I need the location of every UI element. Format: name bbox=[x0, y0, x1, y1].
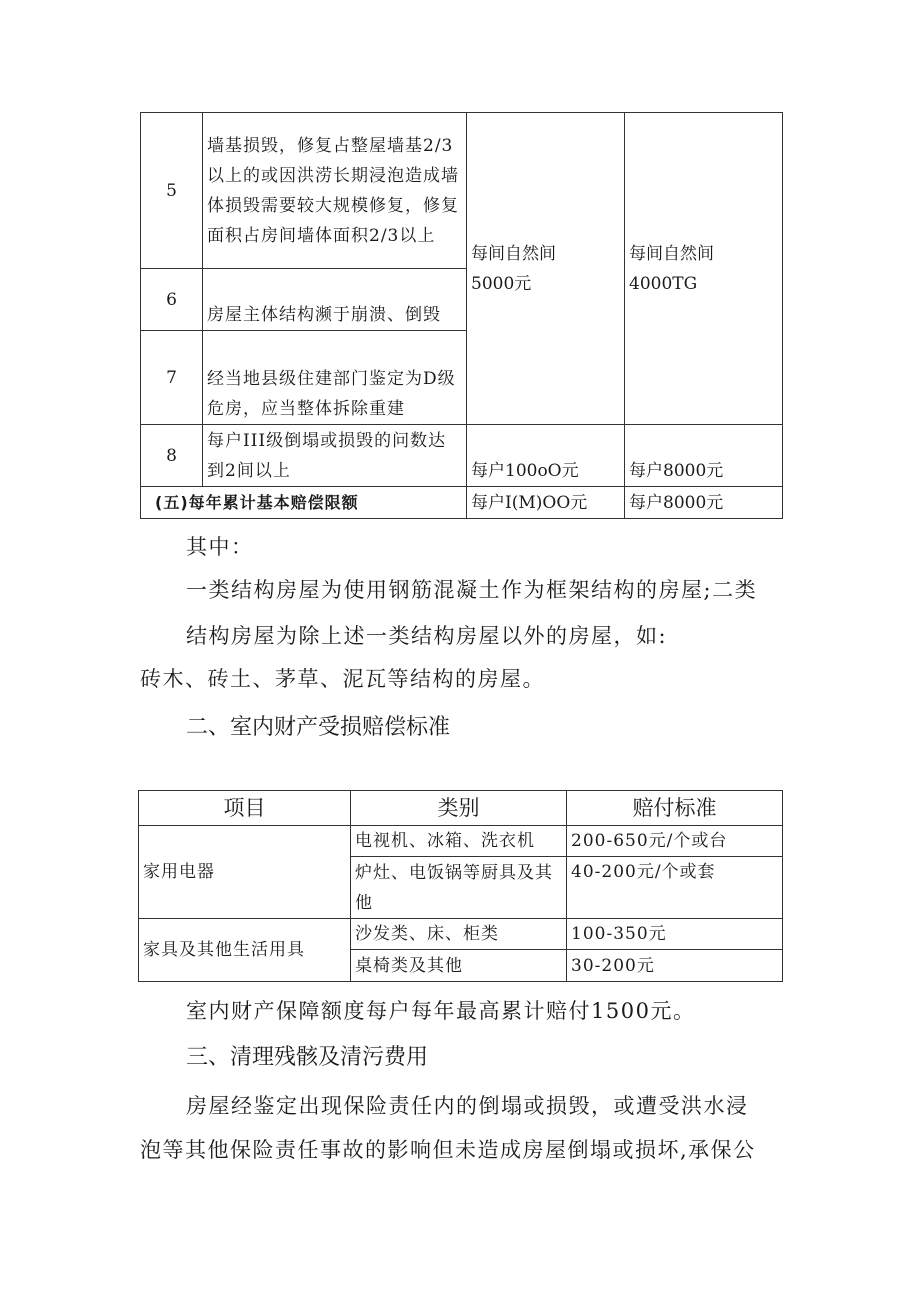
annual-limit-class1: 每户I(M)OO元 bbox=[467, 487, 625, 519]
row-number: 8 bbox=[141, 425, 203, 487]
section3-line: 房屋经鉴定出现保险责任内的倒塌或损毁，或遭受洪水浸 bbox=[186, 1094, 749, 1118]
category-cell: 电视机、冰箱、洗衣机 bbox=[351, 826, 567, 857]
amount-class1-merged bbox=[467, 113, 625, 425]
group-furniture: 家具及其他生活用具 bbox=[139, 919, 351, 982]
amount-class2-merged bbox=[625, 113, 783, 425]
table-row bbox=[139, 919, 783, 950]
table-row bbox=[141, 425, 783, 487]
header-standard: 赔付标准 bbox=[567, 791, 783, 826]
amount-line: 每间自然间 bbox=[471, 243, 556, 264]
section3-heading: 三、清理残骸及清污费用 bbox=[186, 1045, 429, 1070]
section2-heading: 二、室内财产受损赔偿标准 bbox=[186, 715, 451, 740]
amount-line: 4000TG bbox=[629, 273, 698, 294]
amount-class2: 每户8000元 bbox=[625, 425, 783, 487]
row-number: 7 bbox=[141, 331, 203, 425]
note-intro: 其中： bbox=[186, 535, 254, 559]
damage-description: 每户III级倒塌或损毁的问数达到2间以上 bbox=[203, 425, 467, 487]
note-line: 结构房屋为除上述一类结构房屋以外的房屋，如: bbox=[186, 624, 668, 648]
annual-limit-class2: 每户8000元 bbox=[625, 487, 783, 519]
row-number: 6 bbox=[141, 269, 203, 331]
table-row bbox=[139, 826, 783, 857]
damage-description: 墙基损毁，修复占整屋墙基2/3以上的或因洪涝长期浸泡造成墙体损毁需要较大规模修复，修复面积占房间墙体面积2/3以上 bbox=[203, 113, 467, 269]
section3-line: 泡等其他保险责任事故的影响但未造成房屋倒塌或损坏,承保公 bbox=[140, 1138, 756, 1162]
header-item: 项目 bbox=[139, 791, 351, 826]
damage-description: 经当地县级住建部门鉴定为D级危房，应当整体拆除重建 bbox=[203, 331, 467, 425]
group-appliances: 家用电器 bbox=[139, 826, 351, 919]
amount-line: 每间自然间 bbox=[629, 243, 714, 264]
category-cell: 沙发类、床、柜类 bbox=[351, 919, 567, 950]
standard-cell: 200-650元/个或台 bbox=[567, 826, 783, 857]
amount-class1: 每户100oO元 bbox=[467, 425, 625, 487]
standard-cell: 30-200元 bbox=[567, 950, 783, 982]
table-row bbox=[141, 113, 783, 269]
note-line: 砖木、砖土、茅草、泥瓦等结构的房屋。 bbox=[140, 667, 545, 691]
row-number: 5 bbox=[141, 113, 203, 269]
table-row bbox=[141, 487, 783, 519]
house-damage-table bbox=[140, 112, 783, 519]
standard-cell: 100-350元 bbox=[567, 919, 783, 950]
category-cell: 炉灶、电饭锅等厨具及其他 bbox=[351, 857, 567, 919]
indoor-summary: 室内财产保障额度每户每年最高累计赔付1500元。 bbox=[186, 999, 696, 1023]
damage-description: 房屋主体结构濒于崩溃、倒毁 bbox=[203, 269, 467, 331]
category-cell: 桌椅类及其他 bbox=[351, 950, 567, 982]
header-category: 类别 bbox=[351, 791, 567, 826]
table-header-row bbox=[139, 791, 783, 826]
amount-line: 5000元 bbox=[471, 273, 532, 294]
indoor-property-table bbox=[138, 790, 783, 982]
annual-limit-label: (五)每年累计基本赔偿限额 bbox=[141, 487, 467, 519]
note-line: 一类结构房屋为使用钢筋混凝土作为框架结构的房屋;二类 bbox=[186, 578, 758, 602]
standard-cell: 40-200元/个或套 bbox=[567, 857, 783, 919]
